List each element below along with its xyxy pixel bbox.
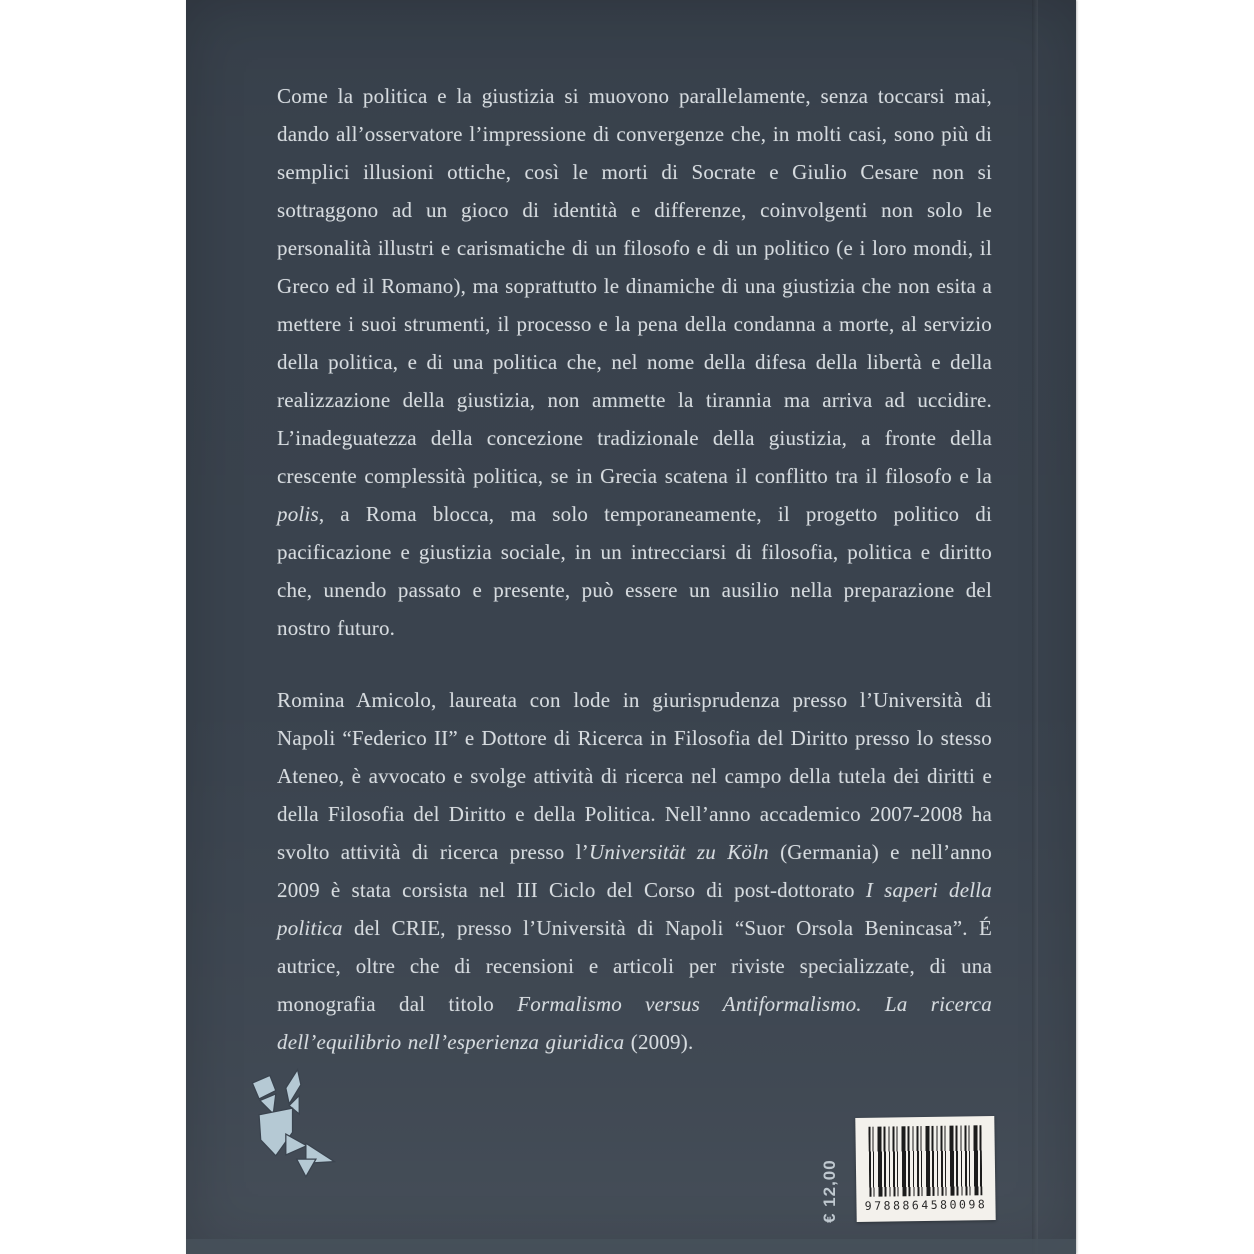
text-run: (2009). — [624, 1030, 694, 1054]
barcode-bars — [868, 1125, 982, 1197]
publisher-tangram-logo — [244, 1053, 336, 1205]
barcode-label — [855, 1116, 995, 1222]
author-bio-paragraph — [277, 681, 992, 1061]
italic-text-run: Formalismo versus Antiformalismo. La ricerca dell’equilibrio nell’esperienza giuridica — [277, 992, 992, 1054]
page-edge-strip — [186, 1239, 1076, 1254]
tangram-triangle-5 — [297, 1159, 316, 1177]
tangram-triangle-3 — [286, 1134, 307, 1155]
italic-text-run: polis — [277, 502, 319, 526]
text-run: del CRIE, presso l’Università di Napoli “Suor Orsola Benincasa”. É autrice, oltre che di recensioni e articoli per riviste specializzate, di una monografia dal titolo — [277, 916, 992, 1016]
synopsis-paragraph — [277, 77, 992, 647]
text-run: (Germania) e nell’anno 2009 è stata corsista nel III Ciclo del Corso di post-dottorato — [277, 840, 992, 902]
italic-text-run: I saperi della politica — [277, 878, 992, 940]
text-run: Come la politica e la giustizia si muovono parallelamente, senza toccarsi mai, dando all’osservatore l’impressione di convergenze che, in molti casi, sono più di semplici illusioni ottiche, così le morti di Socrate e Giulio Cesare non si sottraggono ad un gioco di identità e differenze, coinvolgenti non solo le personalità illustri e carismatiche di un filosofo e di un politico (e i loro mondi, il Greco ed il Romano), ma soprattutto le dinamiche di una giustizia che non esita a mettere i suoi strumenti, il processo e la pena della condanna a morte, al servizio della politica, e di una politica che, nel nome della difesa della libertà e della realizzazione della giustizia, non ammette la tirannia ma arriva ad uccidire. L’inadeguatezza della concezione tradizionale della giustizia, a fronte della crescente complessità politica, se in Grecia scatena il conflitto tra il filosofo e la — [277, 84, 992, 488]
price-label: € 12,00 — [820, 1159, 839, 1223]
cover-text-column — [186, 0, 1076, 1061]
italic-text-run: Universität zu Köln — [588, 840, 769, 864]
isbn-number: 9788864580098 — [864, 1197, 988, 1213]
text-run: Romina Amicolo, laureata con lode in giurisprudenza presso l’Università di Napoli “Federico II” e Dottore di Ricerca in Filosofia del Diritto presso lo stesso Ateneo, è avvocato e svolge attività di ricerca nel campo della tutela dei diritti e della Filosofia del Diritto e della Politica. Nell’anno accademico 2007-2008 ha svolto attività di ricerca presso l’ — [277, 688, 992, 864]
text-run: , a Roma blocca, ma solo temporaneamente, il progetto politico di pacificazione e giustizia sociale, in un intrecciarsi di filosofia, politica e diritto che, unendo passato e presente, può essere un ausilio nella preparazione del nostro futuro. — [277, 502, 992, 640]
book-back-cover — [186, 0, 1076, 1254]
